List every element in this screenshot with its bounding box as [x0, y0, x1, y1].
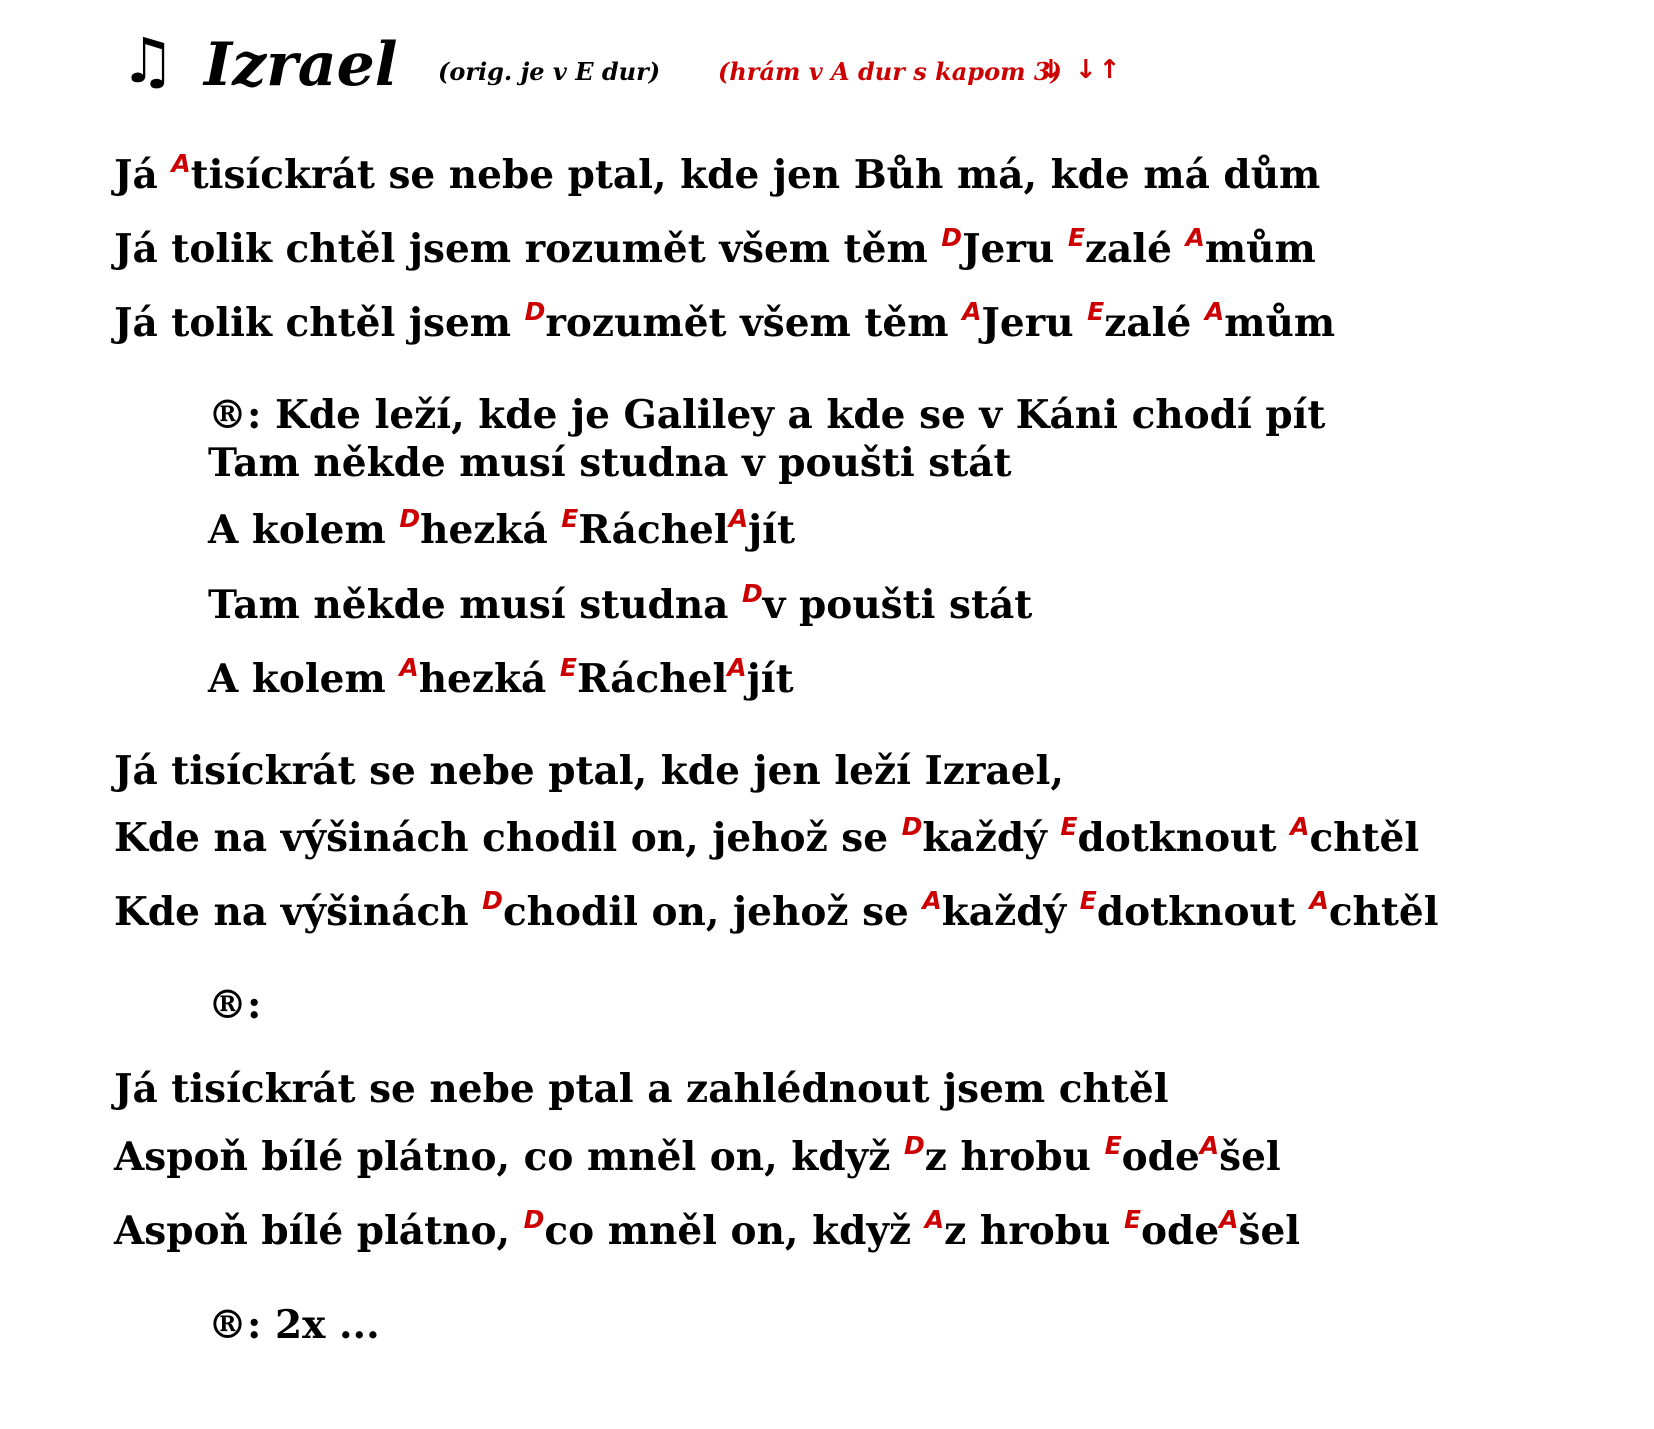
lyric-text: šel — [1219, 1134, 1281, 1180]
lyric-text: hezká — [418, 656, 560, 702]
chord-marker: E — [1104, 1131, 1122, 1160]
lyric-line — [114, 813, 1419, 868]
lyric-line — [114, 746, 1064, 796]
lyric-text: tisíckrát se nebe ptal, kde jen Bůh má, kde má dům — [190, 152, 1321, 198]
lyric-text: ®: Kde leží, kde je Galiley a kde se v Káni chodí pít — [208, 392, 1326, 438]
chord-marker: D — [482, 886, 503, 915]
lyric-text: Aspoň bílé plátno, co mněl on, když — [114, 1134, 904, 1180]
lyric-line — [208, 654, 794, 709]
chord-marker: A — [171, 149, 191, 178]
chord-marker: A — [1219, 1205, 1239, 1234]
song-title: Izrael — [204, 30, 398, 100]
lyric-text: Já tolik chtěl jsem — [114, 300, 525, 346]
lyric-line — [208, 505, 795, 560]
chord-marker: E — [561, 504, 579, 533]
lyric-line — [114, 150, 1320, 205]
lyric-text: ode — [1141, 1208, 1220, 1254]
chord-marker: A — [962, 297, 982, 326]
chord-marker: E — [559, 653, 577, 682]
chord-marker: A — [924, 1205, 945, 1234]
chord-marker: E — [1079, 886, 1097, 915]
lyric-text: dotknout — [1096, 889, 1310, 935]
chord-marker: D — [524, 297, 546, 326]
lyric-line — [208, 980, 261, 1030]
lyric-line — [114, 224, 1316, 279]
lyric-line — [114, 1206, 1300, 1261]
chord-marker: A — [1290, 812, 1310, 841]
chord-marker: E — [1067, 223, 1085, 252]
lyric-text: ®: 2x ... — [208, 1302, 380, 1348]
lyric-text: chtěl — [1328, 889, 1439, 935]
lyric-text: chodil on, jehož se — [502, 889, 923, 935]
chord-marker: A — [1185, 223, 1205, 252]
lyric-text: každý — [941, 889, 1080, 935]
lyric-text: ode — [1121, 1134, 1200, 1180]
chord-marker: A — [1199, 1131, 1220, 1160]
chord-marker: D — [901, 812, 923, 841]
lyric-text: Já — [114, 152, 172, 198]
lyric-line — [114, 1132, 1281, 1187]
lyric-text: A kolem — [208, 507, 400, 553]
capo-key-note: (hrám v A dur s kapom 3) — [718, 57, 1062, 86]
chord-marker: A — [1204, 297, 1225, 326]
chord-marker: D — [399, 504, 421, 533]
lyric-line — [208, 390, 1325, 440]
lyric-text: Já tisíckrát se nebe ptal a zahlédnout jsem chtěl — [114, 1066, 1169, 1112]
lyric-line — [208, 438, 1012, 488]
lyric-text: Aspoň bílé plátno, — [114, 1208, 524, 1254]
lyric-text: mům — [1204, 226, 1316, 272]
lyric-text: jít — [746, 656, 794, 702]
chord-marker: D — [941, 223, 963, 252]
music-note-icon: ♫ — [120, 24, 176, 97]
lyric-text: z hrobu — [944, 1208, 1124, 1254]
chord-marker: D — [523, 1205, 545, 1234]
chord-marker: D — [903, 1131, 925, 1160]
chord-marker: A — [728, 504, 749, 533]
chord-marker: E — [1060, 812, 1078, 841]
lyric-text: Já tisíckrát se nebe ptal, kde jen leží Izrael, — [114, 748, 1064, 794]
lyric-line — [114, 1064, 1169, 1114]
chord-marker: A — [399, 653, 419, 682]
lyric-text: A kolem — [208, 656, 400, 702]
chord-marker: A — [1309, 886, 1329, 915]
lyric-text: jít — [748, 507, 795, 553]
strum-pattern-arrows: ↓ ↓↑ — [1040, 55, 1123, 85]
lyric-line — [114, 298, 1335, 353]
lyric-text: Tam někde musí studna v poušti stát — [208, 440, 1012, 486]
lyric-text: každý — [922, 815, 1061, 861]
lyric-text: rozumět všem těm — [545, 300, 963, 346]
lyric-text: mům — [1224, 300, 1336, 346]
chord-marker: E — [1087, 297, 1105, 326]
lyric-text: Já tolik chtěl jsem rozumět všem těm — [114, 226, 942, 272]
lyric-text: Ráchel — [578, 507, 729, 553]
lyric-text: Kde na výšinách — [114, 889, 483, 935]
lyric-text: zalé — [1084, 226, 1186, 272]
chord-marker: A — [922, 886, 942, 915]
lyric-text: z hrobu — [924, 1134, 1105, 1180]
lyric-text: Jeru — [962, 226, 1068, 272]
lyric-text: Jeru — [981, 300, 1088, 346]
chord-marker: D — [742, 579, 763, 608]
chord-marker: E — [1123, 1205, 1142, 1234]
song-header — [120, 20, 1520, 110]
lyric-text: v poušti stát — [762, 582, 1033, 628]
lyric-text: co mněl on, když — [544, 1208, 925, 1254]
lyric-line — [114, 887, 1439, 942]
lyric-text: zalé — [1104, 300, 1205, 346]
lyric-text: Kde na výšinách chodil on, jehož se — [114, 815, 902, 861]
chord-marker: A — [727, 653, 747, 682]
original-key-note: (orig. je v E dur) — [438, 57, 661, 86]
lyric-text: dotknout — [1077, 815, 1291, 861]
lyric-text: hezká — [420, 507, 562, 553]
lyric-text: chtěl — [1309, 815, 1420, 861]
lyric-text: šel — [1238, 1208, 1301, 1254]
lyric-line — [208, 1300, 380, 1350]
lyric-text: Tam někde musí studna — [208, 582, 743, 628]
lyric-text: ®: — [208, 982, 262, 1028]
lyric-line — [208, 580, 1032, 635]
lyric-text: Ráchel — [576, 656, 728, 702]
